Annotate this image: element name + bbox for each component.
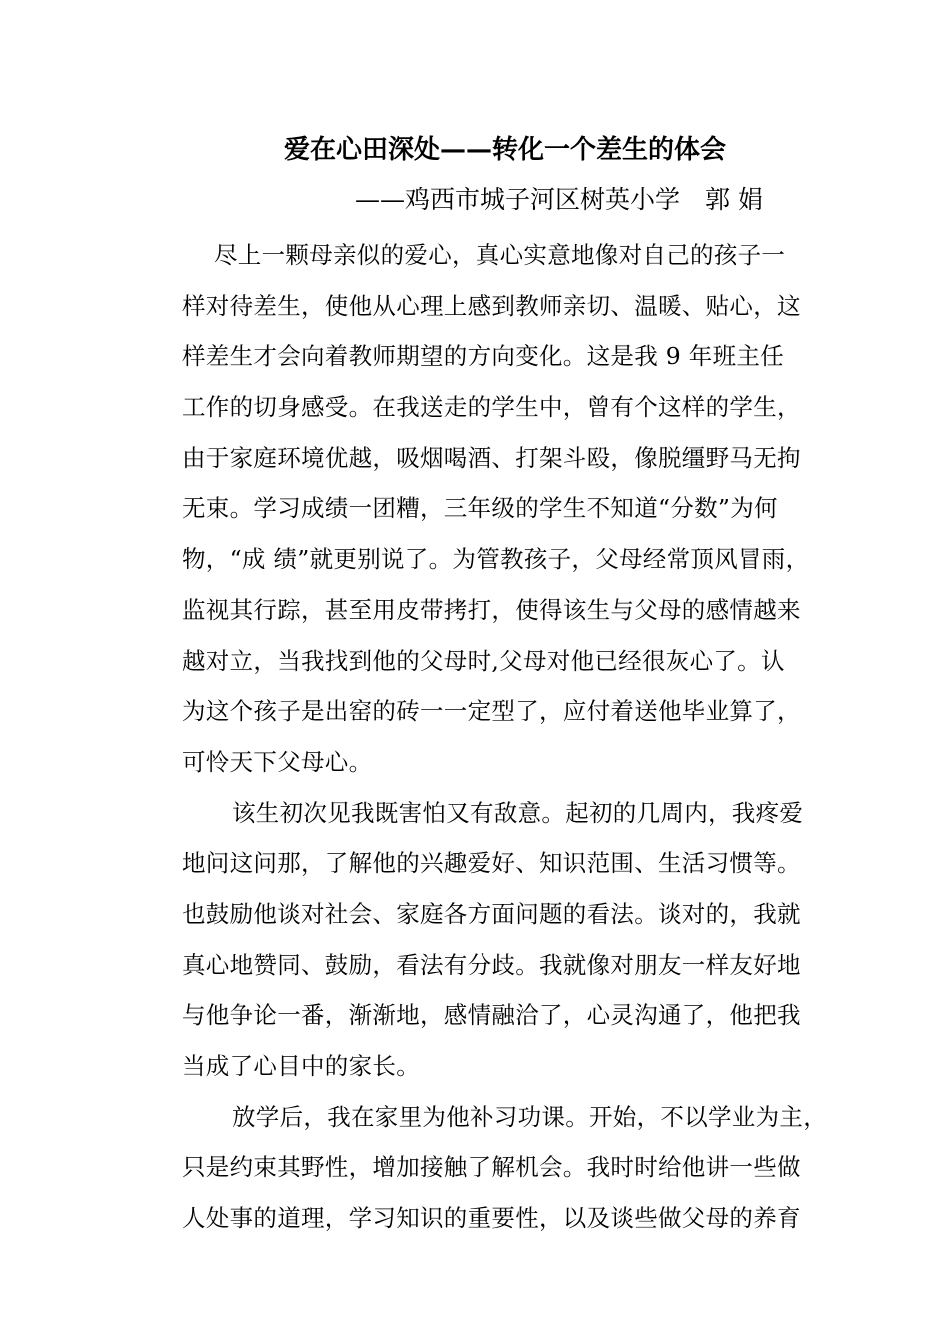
text-line: 样差生才会向着教师期望的方向变化。这是我 9 年班主任 [182,342,784,371]
text-line: 由于家庭环境优越，吸烟喝酒、打架斗殴，像脱缰野马无拘 [182,443,801,472]
text-line: 当成了心目中的家长。 [182,1052,420,1080]
author-line: ——鸡西市城子河区树英小学 郭 娟 [355,185,763,214]
text-line: 尽上一颗母亲似的爱心，真心实意地像对自己的孩子一 [214,241,786,269]
text-line: 地问这问那，了解他的兴趣爱好、知识范围、生活习惯等。 [182,849,801,878]
text-line: 人处事的道理，学习知识的重要性，以及谈些做父母的养育 [182,1204,801,1233]
text-line: 监视其行踪，甚至用皮带拷打，使得该生与父母的感情越来 [182,595,801,624]
text-line: 样对待差生，使他从心理上感到教师亲切、温暖、贴心，这 [182,291,801,320]
paragraph-1 [182,230,842,788]
text-line: 工作的切身感受。在我送走的学生中，曾有个这样的学生， [182,393,801,422]
paragraph-2 [182,788,842,1092]
text-line: 也鼓励他谈对社会、家庭各方面问题的看法。谈对的，我就 [182,899,801,928]
document-title: 爱在心田深处——转化一个差生的体会 [283,135,726,165]
text-line: 为这个孩子是出窑的砖一一定型了，应付着送他毕业算了， [182,697,801,726]
text-line: 放学后，我在家里为他补习功课。开始，不以学业为主， [232,1102,827,1131]
paragraph-3 [182,1092,842,1244]
text-line: 只是约束其野性，增加接触了解机会。我时时给他讲一些做 [182,1153,801,1182]
text-line: 可怜天下父母心。 [182,747,373,776]
text-line: 无束。学习成绩一团糟，三年级的学生不知道“分数”为何 [182,494,778,523]
text-line: 与他争论一番，渐渐地，感情融洽了，心灵沟通了，他把我 [182,1001,801,1030]
text-line: 该生初次见我既害怕又有敌意。起初的几周内，我疼爱 [232,798,804,827]
document-body [182,230,842,1244]
text-line: 越对立，当我找到他的父母时,父母对他已经很灰心了。认 [182,646,785,675]
text-line: 真心地赞同、鼓励，看法有分歧。我就像对朋友一样友好地 [182,950,801,979]
text-line: 物，“成 绩”就更别说了。为管教孩子，父母经常顶风冒雨， [182,545,810,574]
